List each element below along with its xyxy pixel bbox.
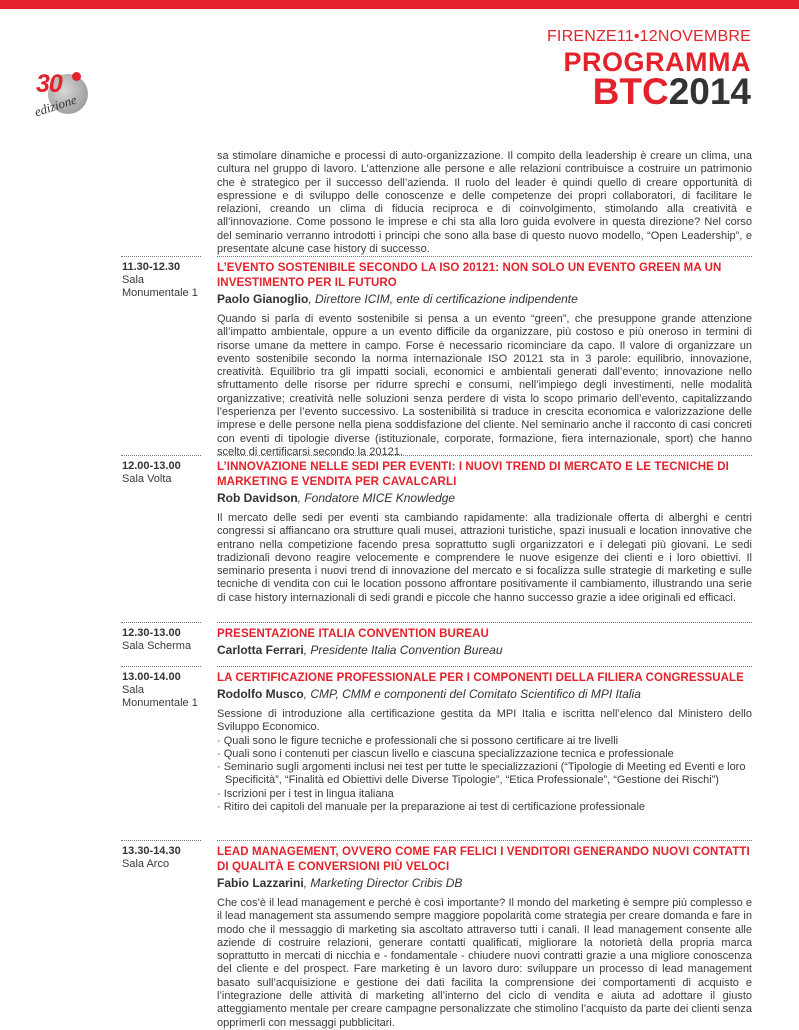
btc-title <box>547 71 751 112</box>
list-item: · Quali sono le figure tecniche e professionali che si possono certificare ai tre livelli <box>217 734 619 747</box>
divider <box>217 455 752 456</box>
divider <box>217 256 752 257</box>
edition-number: 30 <box>36 70 62 98</box>
speaker-name: Carlotta Ferrari <box>217 643 304 657</box>
session-title: LEAD MANAGEMENT, OVVERO COME FAR FELICI I VENDITORI GENERANDO NUOVI CONTATTI DI QUALITÀ E CONVERSIONI PIÙ VELOCI <box>217 846 750 873</box>
session-room: Sala Monumentale 1 <box>122 684 198 709</box>
divider <box>121 256 201 257</box>
session-room: Sala Scherma <box>122 640 192 652</box>
speaker-name: Rodolfo Musco <box>217 687 304 701</box>
list-item: · Quali sono i contenuti per ciascun livello e ciascuna specializzazione tecnica e professionale <box>217 747 674 760</box>
session-speaker <box>217 642 752 658</box>
session-title: L’EVENTO SOSTENIBILE SECONDO LA ISO 20121: NON SOLO UN EVENTO GREEN MA UN INVESTIMENTO PER IL FUTURO <box>217 262 722 289</box>
speaker-role: , Fondatore MICE Knowledge <box>297 491 456 505</box>
edition-logo <box>30 70 90 120</box>
divider <box>217 666 752 667</box>
divider <box>121 455 201 456</box>
btc-word: BTC <box>592 71 669 112</box>
session-title: PRESENTAZIONE ITALIA CONVENTION BUREAU <box>217 628 489 640</box>
divider <box>217 622 752 623</box>
session-time: 12.00-13.00 <box>122 460 181 472</box>
session-time-block <box>122 627 212 653</box>
session-title: L’INNOVAZIONE NELLE SEDI PER EVENTI: I NUOVI TREND DI MERCATO E LE TECNICHE DI MARKETING E VENDITA PER CAVALCARLI <box>217 461 729 488</box>
top-red-bar <box>0 0 799 9</box>
session-body <box>217 460 752 605</box>
session-description: Sessione di introduzione alla certificazione gestita da MPI Italia e iscritta nell’elenco dal Ministero dello Sviluppo Economico. <box>217 708 752 734</box>
divider <box>121 840 201 841</box>
session-time: 11.30-12.30 <box>122 261 181 273</box>
session-speaker <box>217 686 752 702</box>
session-description: Il mercato delle sedi per eventi sta cambiando rapidamente: alla tradizionale offerta di alberghi e centri congressi si affiancano ora strutture quali musei, attrazioni turistiche, spazi inusuali e location innovative che entrano nella competizione facendo presa soprattutto sugli organizzatori e i delegati più giovani. Le sedi tradizionali devono reagire velocemente e comprendere le nuove esigenze dei clienti e i loro obiettivi. Il seminario presenta i nuovi trend di innovazione del mercato e si focalizza sulle strategie di marketing e sulle tecniche di vendita con cui le location possono affrontare positivamente il cambiamento, illustrando una serie di case history internazionali di sedi grandi e piccole che hanno successo grazie a idee originali ed efficaci. <box>217 512 752 604</box>
session-body <box>217 845 752 1030</box>
days: 11•12 <box>616 28 658 45</box>
session-body <box>217 627 752 664</box>
programma-title: PROGRAMMA <box>563 47 751 77</box>
session-room: Sala Volta <box>122 473 172 485</box>
intro-paragraph: sa stimolare dinamiche e processi di auto-organizzazione. Il compito della leadership è creare un clima, una cultura nel gruppo di lavoro. L’attenzione alle persone e alle relazioni contribuisce a costruire un patrimonio che è strategico per il successo dell’azienda. Il ruolo del leader è quindi quello di creare opportunità di espressione e di sviluppo delle conoscenze e delle competenze dei propri collaboratori, di facilitare le relazioni, creando un clima di fiducia reciproca e di coinvolgimento, stimolando alla creatività e all’innovazione. Come possono le imprese e chi sta alla loro guida evolvere in questa direzione? Nel corso del seminario verranno introdotti i principi che sono alla base di questo nuovo modello, “Open Leadership”, e presentate alcune case history di successo. <box>217 150 752 256</box>
session-time: 13.00-14.00 <box>122 671 181 683</box>
speaker-role: , CMP, CMM e componenti del Comitato Scientifico di MPI Italia <box>303 687 641 701</box>
list-item: · Iscrizioni per i test in lingua italiana <box>217 787 394 800</box>
session-description: Quando si parla di evento sostenibile si pensa a un evento “green”, che presuppone grande attenzione all’impatto ambientale, oppure a un evento difficile da organizzare, più costoso e più oneroso in termini di risorse umane da mettere in campo. Forse è necessario ricominciare da capo. Il valore di organizzare un evento sostenibile secondo la norma internazionale ISO 20121 sta in 3 parole: equilibrio, innovazione, creatività. Equilibrio tra gli impatti sociali, economici e ambientali generati dall’evento; innovazione nello sfruttamento delle risorse per ridurre sprechi e consumi, nell’impiego degli investimenti, nelle modalità organizzative; creatività nelle soluzioni senza perdere di vista lo scopo primario dell’evento, capitalizzando l’esperienza per l’evento successivo. La sostenibilità si traduce in crescita economica e valorizzazione delle imprese e delle persone nella piena soddisfazione del cliente. Nel seminario anche il racconto di casi concreti con eventi di tipologie diverse (istituzionale, corporate, formazione, fiera internazionale, sport) che hanno scelto di certificarsi secondo la 20121. <box>217 313 752 458</box>
speaker-name: Rob Davidson <box>217 491 298 505</box>
session-time: 13.30-14.30 <box>122 845 181 857</box>
session-bullets <box>217 735 752 815</box>
session-room: Sala Arco <box>122 858 170 870</box>
list-item: · Seminario sugli argomenti inclusi nei test per tutte le specializzazioni (“Tipologie di Meeting ed Eventi e loro Specificità”, “Finalità ed Obiettivi delle Diverse Tipologie”, “Etica Professionale”, “Gestione dei Rischi”) <box>217 761 746 787</box>
logo-dot <box>72 72 81 81</box>
divider <box>121 622 201 623</box>
session-description: Che cos’è il lead management e perché è così importante? Il mondo del marketing è sempre più complesso e il lead management sta assumendo sempre maggiore popolarità come strategia per creare domanda e fare in modo che il messaggio di marketing sia ascoltato attraverso tutti i canali. Il lead management consente alle aziende di costruire relazioni, generare contatti qualificati, migliorare la notorietà della propria marca soprattutto in mercati di nicchia e - fondamentale - chiudere nuovi contratti grazie a una migliore conoscenza del cliente e del prospect. Fare marketing è un lavoro duro: sviluppare un processo di lead management basato sull’acquisizione e gestione dei dati facilita la comprensione dei comportamenti di acquisto e l’integrazione delle attività di marketing all’interno del ciclo di vendita e aiuta ad adottare il giusto atteggiamento mentale per creare campagne personalizzate che stimolino l’acquisto da parte dei clienti senza opprimerli con messaggi pubblicitari. <box>217 897 752 1029</box>
session-speaker <box>217 291 752 307</box>
session-time-block <box>122 671 212 710</box>
speaker-name: Fabio Lazzarini <box>217 876 304 890</box>
session-speaker <box>217 875 752 891</box>
divider <box>121 666 201 667</box>
edition-word: edizione <box>32 91 79 120</box>
speaker-role: , Presidente Italia Convention Bureau <box>303 643 503 657</box>
session-body <box>217 671 752 814</box>
city: FIRENZE <box>546 28 617 45</box>
speaker-name: Paolo Gianoglio <box>217 292 309 306</box>
page-header <box>547 28 751 110</box>
session-speaker <box>217 490 752 506</box>
session-time-block <box>122 460 212 486</box>
event-dates <box>547 28 751 46</box>
session-time: 12.30-13.00 <box>122 627 181 639</box>
year: 2014 <box>668 71 751 112</box>
list-item: · Ritiro dei capitoli del manuale per la preparazione ai test di certificazione professionale <box>217 801 646 814</box>
speaker-role: , Direttore ICIM, ente di certificazione indipendente <box>308 292 578 306</box>
divider <box>217 840 752 841</box>
month: NOVEMBRE <box>657 28 751 45</box>
session-title: LA CERTIFICAZIONE PROFESSIONALE PER I COMPONENTI DELLA FILIERA CONGRESSUALE <box>217 672 744 684</box>
session-room: Sala Monumentale 1 <box>122 274 198 299</box>
session-time-block <box>122 845 212 871</box>
session-body <box>217 261 752 459</box>
session-time-block <box>122 261 212 300</box>
speaker-role: , Marketing Director Cribis DB <box>303 876 463 890</box>
